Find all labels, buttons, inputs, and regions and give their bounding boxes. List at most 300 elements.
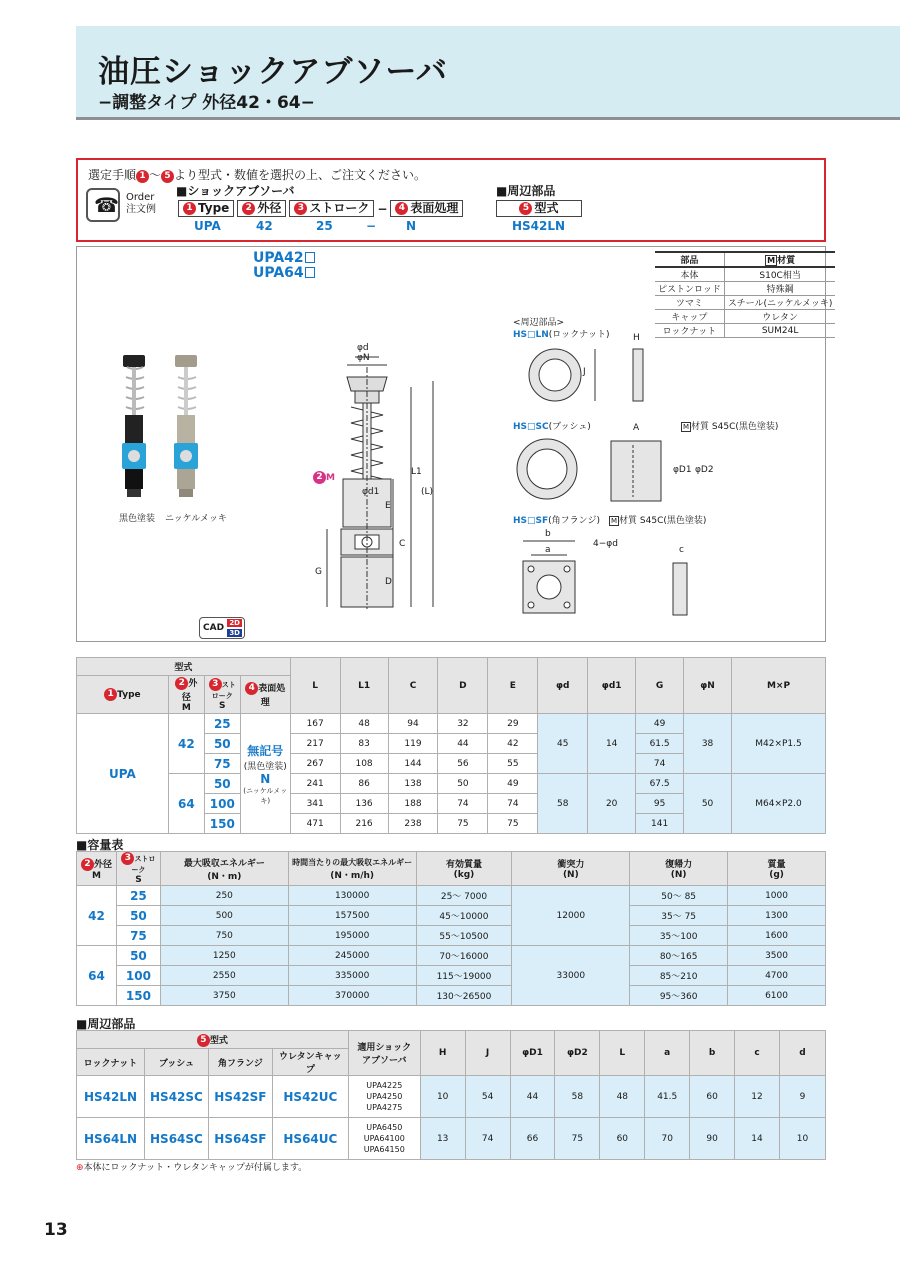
hs-sf-desc: (角フランジ): [548, 516, 600, 526]
box-label: 型式: [534, 201, 559, 215]
col-head: D: [438, 658, 488, 714]
cell: 167: [290, 714, 340, 734]
label: 外径: [181, 679, 198, 703]
num: 2: [175, 677, 188, 690]
sym: S: [219, 701, 226, 711]
cell: 58: [538, 774, 588, 834]
cell: 95: [636, 794, 684, 814]
dim-a: a: [545, 545, 551, 555]
col-head: M×P: [732, 658, 826, 714]
label: 表面処理: [258, 684, 286, 708]
parts-head-applies: [348, 1031, 420, 1076]
order-label-en: Order: [126, 192, 155, 203]
type-cell: UPA: [77, 714, 169, 834]
cell: 75: [438, 814, 488, 834]
dia-cell: 42: [77, 886, 117, 946]
dim-H: H: [633, 333, 640, 343]
stroke-cell: 50: [116, 946, 160, 966]
cell: 60: [600, 1118, 645, 1160]
col-head: H: [420, 1031, 465, 1076]
cap-head: [288, 852, 416, 886]
cell: 32: [438, 714, 488, 734]
order-label: [126, 192, 156, 216]
cell: 14: [588, 714, 636, 774]
stroke-cell: 50: [204, 734, 240, 754]
cap-head-stroke: [116, 852, 160, 886]
stroke-cell: 100: [116, 966, 160, 986]
cell: 33000: [512, 946, 630, 1006]
h: 質量: [767, 860, 786, 870]
order-value-type: UPA: [194, 219, 221, 233]
cell: 45〜10000: [416, 906, 512, 926]
cell: 119: [388, 734, 438, 754]
cap-head: [728, 852, 826, 886]
order-value-dash: −: [366, 219, 377, 233]
dim-L1: L1: [411, 467, 422, 477]
hs-sf-code: HS□SF: [513, 516, 549, 526]
sub-head: ウレタンキャップ: [272, 1049, 348, 1076]
cad-badge: [199, 617, 245, 639]
cell: 13: [420, 1118, 465, 1160]
dim-4-phi-d: 4−φd: [593, 539, 618, 549]
sub-head: ブッシュ: [144, 1049, 208, 1076]
order-section-parts: ■周辺部品: [496, 184, 556, 198]
stroke-cell: 50: [116, 906, 160, 926]
head-surface: [240, 676, 290, 714]
cell: 1300: [728, 906, 826, 926]
model-upa42: UPA42: [253, 250, 304, 266]
hs-ln-code: HS□LN: [513, 330, 549, 340]
cell: 500: [160, 906, 288, 926]
app: UPA64100: [363, 1134, 405, 1143]
surface-cell: [240, 714, 290, 834]
cell: 66: [510, 1118, 555, 1160]
applies-cell: [348, 1118, 420, 1160]
figure-panel: [76, 246, 833, 642]
applies-cell: [348, 1076, 420, 1118]
cell: 60: [690, 1076, 735, 1118]
col-head: a: [645, 1031, 690, 1076]
hs-sf-label: [513, 513, 600, 526]
order-value-model: HS42LN: [512, 219, 566, 233]
stroke-cell: 75: [204, 754, 240, 774]
cell: 35〜 75: [630, 906, 728, 926]
sym: S: [135, 875, 142, 885]
sym: M: [91, 870, 101, 881]
part-code: HS64LN: [77, 1118, 145, 1160]
label: ストローク: [211, 681, 236, 700]
order-label-jp: 注文例: [126, 204, 156, 215]
u: (g): [769, 870, 784, 880]
box-num: 2: [242, 202, 255, 215]
col-head: φD1: [510, 1031, 555, 1076]
m-mark: M: [683, 423, 690, 431]
note-text: 本体にロックナット・ウレタンキャップが付属します。: [83, 1163, 308, 1173]
spec-head-model: 型式: [77, 658, 291, 676]
app: UPA4275: [366, 1103, 403, 1112]
model-names: [253, 251, 315, 281]
cap-head: [630, 852, 728, 886]
dim-phi-D2: φD2: [695, 465, 714, 475]
u: (N): [670, 870, 687, 880]
hs-sc-desc: (ブッシュ): [548, 422, 591, 432]
cell: 20: [588, 774, 636, 834]
sub-head: ロックナット: [77, 1049, 145, 1076]
cell: 130000: [288, 886, 416, 906]
h: アブソーバ: [362, 1056, 407, 1066]
cell: 341: [290, 794, 340, 814]
order-dash: −: [377, 201, 388, 216]
label: 型式: [209, 1035, 228, 1046]
order-box-dia: [237, 200, 286, 217]
dim-phi-D1: φD1: [673, 465, 692, 475]
cell: 3750: [160, 986, 288, 1006]
m-label: M: [326, 473, 335, 483]
m-thread-label: [313, 471, 335, 484]
order-box-stroke: [289, 200, 374, 217]
cell: 50: [684, 774, 732, 834]
cell: 1250: [160, 946, 288, 966]
label: Type: [117, 690, 141, 700]
order-section-shock: ■ショックアブソーバ: [176, 184, 295, 198]
surface1: 無記号: [247, 743, 284, 758]
stroke-cell: 75: [116, 926, 160, 946]
capacity-table: [76, 851, 826, 1006]
dim-E: E: [385, 501, 391, 511]
cell: 12: [735, 1076, 780, 1118]
cell: 250: [160, 886, 288, 906]
cell: 83: [340, 734, 388, 754]
dim-G: G: [315, 567, 322, 577]
cell: 267: [290, 754, 340, 774]
box-num: 3: [294, 202, 307, 215]
dim-J: J: [583, 367, 586, 377]
u: (kg): [453, 870, 475, 880]
col-head: φd: [538, 658, 588, 714]
order-value-stroke: 25: [316, 219, 333, 233]
cap-head-dia: [77, 852, 117, 886]
dim-phi-n: φN: [357, 353, 370, 363]
cell: 75: [555, 1118, 600, 1160]
col-head: L: [290, 658, 340, 714]
stroke-cell: 100: [204, 794, 240, 814]
cell: 10: [779, 1118, 825, 1160]
hs-sc-code: HS□SC: [513, 422, 549, 432]
h: 有効質量: [445, 860, 482, 870]
order-intro: [88, 166, 426, 183]
box-num: 1: [183, 202, 196, 215]
hs-sc-material: [681, 419, 778, 432]
col-head: b: [690, 1031, 735, 1076]
photo-caption-nickel: ニッケルメッキ: [165, 514, 227, 524]
col-head: d: [779, 1031, 825, 1076]
part-code: HS64UC: [272, 1118, 348, 1160]
cell: 49: [488, 774, 538, 794]
num: 1: [104, 688, 117, 701]
cap-head: [416, 852, 512, 886]
app: UPA4250: [366, 1092, 403, 1101]
dim-A: A: [633, 423, 640, 433]
cell: 3500: [728, 946, 826, 966]
cell: 48: [340, 714, 388, 734]
cell: 44: [438, 734, 488, 754]
order-value-surface: N: [406, 219, 417, 233]
col-head: J: [465, 1031, 510, 1076]
cell: 49: [636, 714, 684, 734]
cell: 9: [779, 1076, 825, 1118]
order-value-dia: 42: [256, 219, 273, 233]
h: 時間当たりの最大吸収エネルギー: [292, 857, 413, 867]
hs-sf-material: [609, 513, 706, 526]
box-label: 表面処理: [410, 201, 459, 215]
cell: 471: [290, 814, 340, 834]
mat-value: スチール(ニッケルメッキ): [724, 296, 835, 310]
page-number: 13: [44, 1220, 68, 1240]
cell: 141: [636, 814, 684, 834]
dim-c: c: [679, 545, 684, 555]
dim-D: D: [385, 577, 392, 587]
dim-L: (L): [421, 487, 434, 497]
order-code-box5: [496, 200, 582, 217]
dim-phi-d1: φd1: [362, 487, 380, 497]
app: UPA64150: [363, 1145, 405, 1154]
u: (N・m/h): [330, 870, 375, 881]
cell: 90: [690, 1118, 735, 1160]
col-head: φd1: [588, 658, 636, 714]
surface2: N: [260, 771, 271, 786]
cell: 44: [510, 1076, 555, 1118]
product-photo: [113, 347, 223, 507]
num2: 2: [313, 471, 326, 484]
intro-text-post: より型式・数値を選択の上、ご注文ください。: [174, 168, 427, 182]
parts-title: ■周辺部品: [76, 1017, 136, 1031]
head-stroke: [204, 676, 240, 714]
surface2-sub: (ニッケルメッキ): [243, 786, 288, 805]
hs-sc-label: [513, 419, 591, 432]
cell: 48: [600, 1076, 645, 1118]
mat-part: キャップ: [655, 310, 724, 324]
order-box-surface: [390, 200, 463, 217]
cell: 41.5: [645, 1076, 690, 1118]
mat-m-mark: M: [767, 256, 776, 265]
cell: 6100: [728, 986, 826, 1006]
mat-value: ウレタン: [724, 310, 835, 324]
mat-part: ロックナット: [655, 324, 724, 338]
cell: 67.5: [636, 774, 684, 794]
cell: 1000: [728, 886, 826, 906]
cell: 335000: [288, 966, 416, 986]
note-icon: ⊕: [76, 1163, 84, 1173]
dia-cell: 42: [168, 714, 204, 774]
cell: 45: [538, 714, 588, 774]
h: 最大吸収エネルギー: [183, 858, 265, 869]
cell: 86: [340, 774, 388, 794]
phone-icon: ☎: [86, 188, 120, 222]
cell: 115〜19000: [416, 966, 512, 986]
mat-part: ピストンロッド: [655, 282, 724, 296]
cell: 238: [388, 814, 438, 834]
parts-head-type: [77, 1031, 349, 1049]
cell: 14: [735, 1118, 780, 1160]
stroke-cell: 25: [116, 886, 160, 906]
part-code: HS42LN: [77, 1076, 145, 1118]
col-head: C: [388, 658, 438, 714]
label: ストローク: [131, 855, 156, 874]
header-rule: [76, 117, 900, 120]
num: 3: [209, 678, 222, 691]
cell: 195000: [288, 926, 416, 946]
cell: 10: [420, 1076, 465, 1118]
cell: 35〜100: [630, 926, 728, 946]
order-code-boxes: [178, 200, 463, 217]
intro-tilde: 〜: [149, 168, 162, 182]
num: 5: [197, 1034, 210, 1047]
box-label: 外径: [257, 201, 282, 215]
cap-head: [160, 852, 288, 886]
cell: 217: [290, 734, 340, 754]
parts-table: [76, 1030, 826, 1160]
order-example-box: [76, 158, 826, 242]
h: 復帰力: [665, 860, 693, 870]
dim-b: b: [545, 529, 551, 539]
material-table: [655, 251, 835, 338]
num: 2: [81, 858, 94, 871]
cell: 74: [438, 794, 488, 814]
col-head: G: [636, 658, 684, 714]
order-box-type: [178, 200, 234, 217]
col-head: c: [735, 1031, 780, 1076]
part-code: HS42UC: [272, 1076, 348, 1118]
cell: 38: [684, 714, 732, 774]
cell: 54: [465, 1076, 510, 1118]
peri-title: <周辺部品>: [513, 318, 565, 328]
col-head: φD2: [555, 1031, 600, 1076]
stroke-cell: 25: [204, 714, 240, 734]
head-type: [77, 676, 169, 714]
u: (N・m): [207, 871, 242, 882]
footnote: [76, 1160, 307, 1173]
cell: 188: [388, 794, 438, 814]
mat-part: ツマミ: [655, 296, 724, 310]
cell: M42×P1.5: [732, 714, 826, 774]
cell: 74: [636, 754, 684, 774]
box-num: 4: [395, 202, 408, 215]
u: (N): [562, 870, 579, 880]
surface1-sub: (黒色塗装): [243, 761, 287, 772]
hs-ln-label: [513, 327, 609, 340]
cell: 216: [340, 814, 388, 834]
dim-phi-d: φd: [357, 343, 369, 353]
cell: 12000: [512, 886, 630, 946]
app: UPA6450: [366, 1123, 403, 1132]
cell: 94: [388, 714, 438, 734]
cell: 58: [555, 1076, 600, 1118]
mat-head-label: 材質: [777, 256, 796, 266]
cell: 136: [340, 794, 388, 814]
label: 外径: [93, 859, 112, 870]
mat-value: 特殊鋼: [724, 282, 835, 296]
h: 衝突力: [557, 860, 585, 870]
col-head: L1: [340, 658, 388, 714]
cell: 42: [488, 734, 538, 754]
mat-value: S10C相当: [724, 267, 835, 282]
dia-cell: 64: [77, 946, 117, 1006]
cell: 370000: [288, 986, 416, 1006]
part-code: HS64SC: [144, 1118, 208, 1160]
cad-label: CAD: [203, 623, 225, 633]
cell: 29: [488, 714, 538, 734]
app: UPA4225: [366, 1081, 403, 1090]
hs-ln-desc: (ロックナット): [548, 330, 610, 340]
part-code: HS64SF: [208, 1118, 272, 1160]
header-band: [76, 26, 900, 118]
sym: M: [181, 703, 191, 713]
box-label: Type: [198, 201, 230, 215]
cell: 750: [160, 926, 288, 946]
cell: 130〜26500: [416, 986, 512, 1006]
model-upa64: UPA64: [253, 265, 304, 281]
cell: 2550: [160, 966, 288, 986]
cell: 70: [645, 1118, 690, 1160]
cell: 245000: [288, 946, 416, 966]
dim-C: C: [399, 539, 406, 549]
stroke-cell: 50: [204, 774, 240, 794]
spec-table: [76, 657, 826, 834]
mat-part: 本体: [655, 267, 724, 282]
cell: 241: [290, 774, 340, 794]
cell: 85〜210: [630, 966, 728, 986]
cell: 50: [438, 774, 488, 794]
box-num: 5: [519, 202, 532, 215]
mat-head-part: 部品: [655, 252, 724, 267]
cell: 25〜 7000: [416, 886, 512, 906]
col-head: E: [488, 658, 538, 714]
cell: 50〜 85: [630, 886, 728, 906]
cad-3d-tag: 3D: [229, 629, 240, 637]
cap-head: [512, 852, 630, 886]
dia-cell: 64: [168, 774, 204, 834]
cell: 144: [388, 754, 438, 774]
part-code: HS42SF: [208, 1076, 272, 1118]
photo-caption-black: 黒色塗装: [119, 514, 156, 524]
head-dia: [168, 676, 204, 714]
num: 4: [245, 682, 258, 695]
step-num-1: 1: [136, 170, 149, 183]
cell: 80〜165: [630, 946, 728, 966]
cell: 55〜10500: [416, 926, 512, 946]
num: 3: [121, 852, 134, 865]
intro-text: 選定手順: [88, 168, 137, 182]
h: 適用ショック: [357, 1043, 412, 1053]
page-title: 油圧ショックアブソーバ: [98, 54, 448, 90]
hs-sf-mat: 材質 S45C(黒色塗装): [619, 516, 707, 526]
col-head: φN: [684, 658, 732, 714]
col-head: L: [600, 1031, 645, 1076]
order-box-model: [496, 200, 582, 217]
cell: 4700: [728, 966, 826, 986]
mat-value: SUM24L: [724, 324, 835, 338]
part-code: HS42SC: [144, 1076, 208, 1118]
stroke-cell: 150: [116, 986, 160, 1006]
cell: 75: [488, 814, 538, 834]
step-num-5: 5: [161, 170, 174, 183]
box-label: ストローク: [309, 201, 370, 215]
page-subtitle: −調整タイプ 外径42・64−: [98, 93, 315, 113]
cell: 138: [388, 774, 438, 794]
cell: 74: [488, 794, 538, 814]
mat-head-mat: [724, 252, 835, 267]
bush-drawing: [515, 433, 675, 509]
